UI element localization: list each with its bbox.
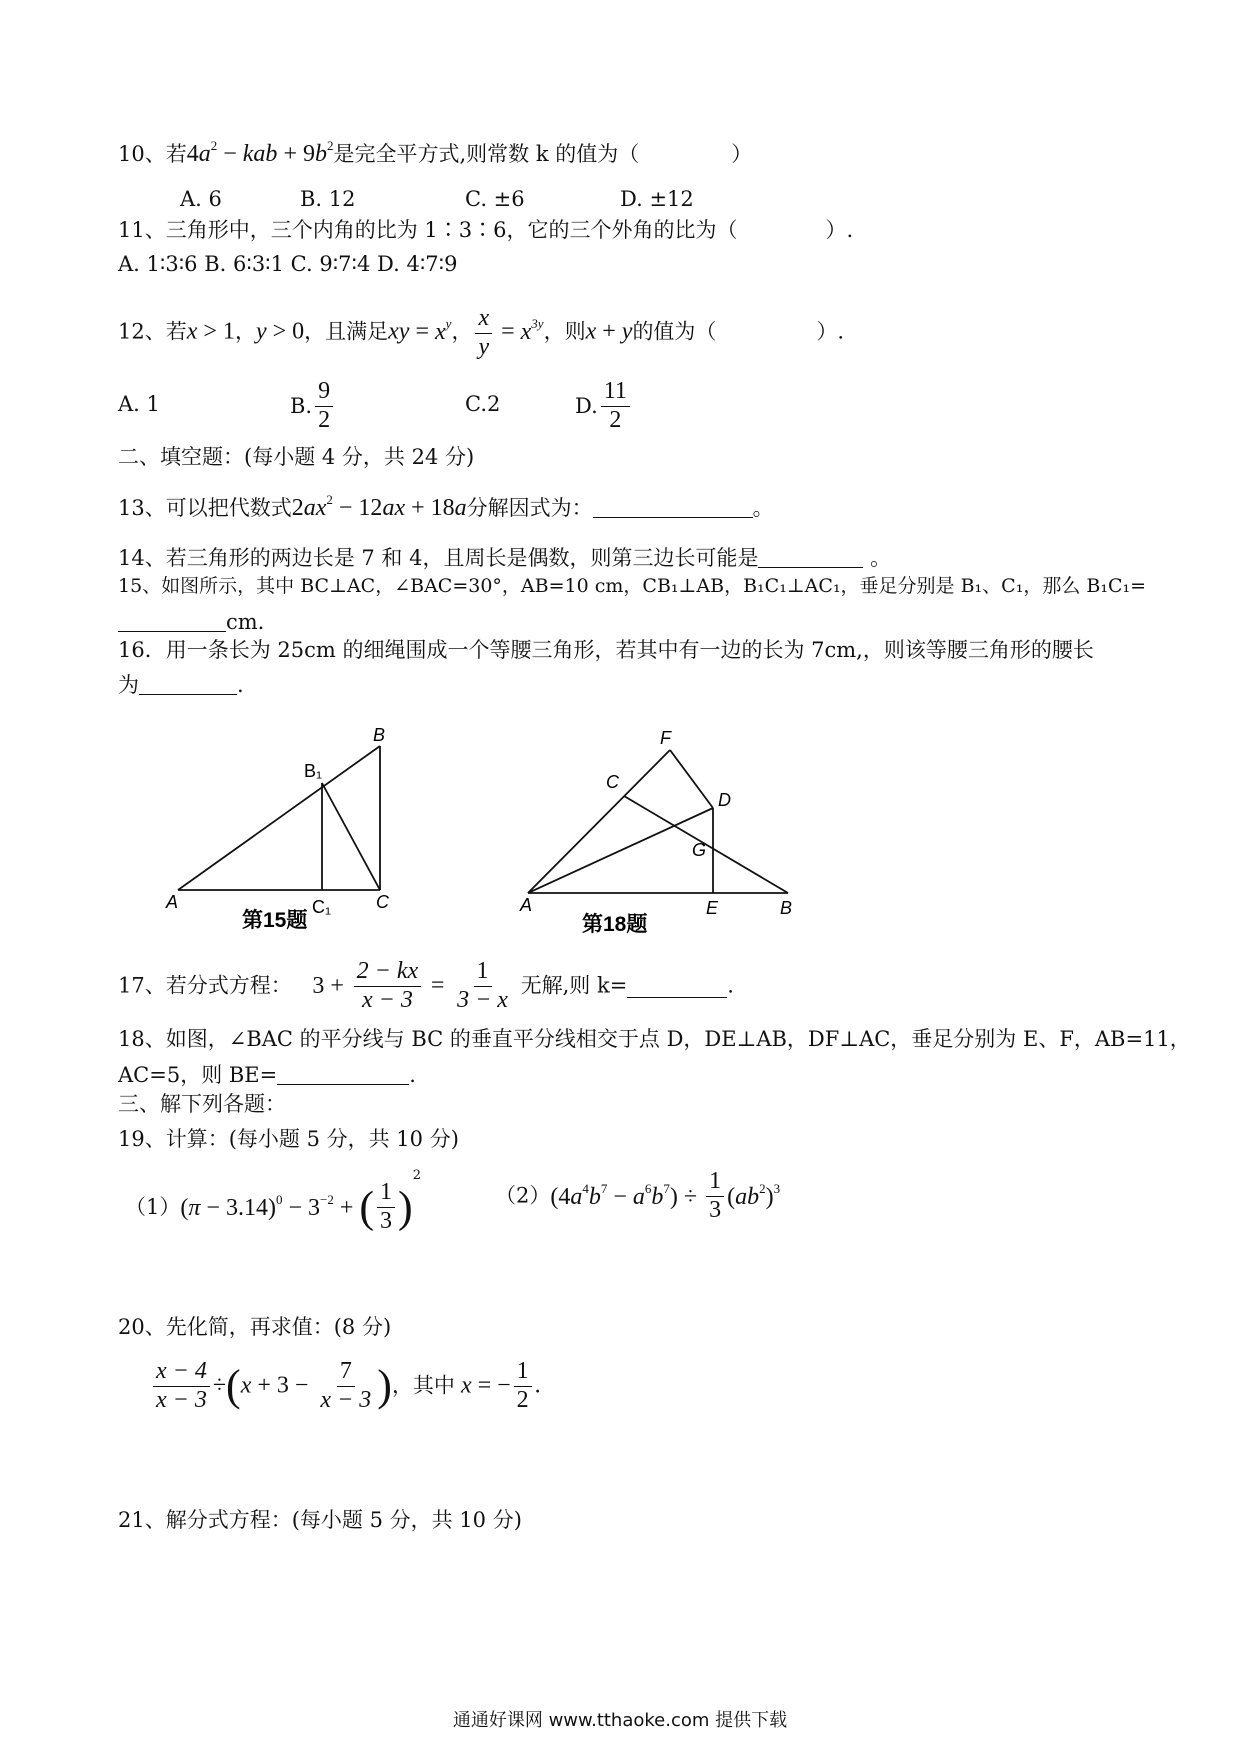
fig15-label-c1: C₁ [312, 897, 332, 917]
question-19: 19、计算：(每小题 5 分，共 10 分) [118, 1127, 459, 1151]
question-15-line2: cm. [118, 609, 264, 635]
question-15: 15、如图所示，其中 BC⊥AC，∠BAC=30°，AB=10 cm，CB₁⊥AB，B₁C₁⊥AC₁，垂足分别是 B₁、C₁，那么 B₁C₁= [118, 575, 1147, 597]
figure-18 [510, 728, 810, 938]
fig18-label-b: B [780, 898, 793, 918]
q20-expression: $\frac{x - 4}{x - 3}$ ÷(x + 3 − $\frac{7}{x - 3}$ )，其中 x = − $\frac{1}{2}$ . [150, 1358, 541, 1414]
q10-option-a: A. 6 [180, 187, 222, 211]
fig18-label-f: F [660, 728, 671, 748]
question-11: 11、三角形中，三个内角的比为 1∶3∶6，它的三个外角的比为（ ）. [118, 218, 854, 242]
q19-part-2: $(2)(4a^4b^7 - a^6b^7)$ ÷ $\frac{1}{3}$ $(ab^2)^3$ [495, 1168, 781, 1223]
question-13: 13、可以把代数式$2ax^2 - 12ax + 18a$分解因式为： 。 [118, 492, 774, 521]
question-20: 20、先化简，再求值：(8 分) [118, 1315, 392, 1339]
fig15-label-a: A [166, 892, 179, 912]
fig18-label-g: G [692, 840, 707, 860]
fig15-caption: 第15题 [242, 909, 308, 930]
section-2-heading: 二、填空题：(每小题 4 分，共 24 分) [118, 445, 475, 469]
question-21: 21、解分式方程：(每小题 5 分，共 10 分) [118, 1508, 522, 1532]
fig18-label-a: A [520, 895, 533, 915]
fig15-label-b: B [373, 725, 386, 745]
figure-15 [160, 725, 400, 930]
q17-answer-blank[interactable] [627, 975, 727, 998]
q10-expression: $4a^2$ − kab + $9b^2$ [186, 138, 334, 167]
q10-option-d: D. ±12 [620, 187, 694, 211]
q12-option-c: C.2 [465, 392, 501, 416]
question-18-line2: AC=5，则 BE= . [118, 1063, 416, 1087]
question-16: 16．用一条长为 25cm 的细绳围成一个等腰三角形，若其中有一边的长为 7cm,，则该等腰三角形的腰长 [118, 638, 1094, 662]
q18-answer-blank[interactable] [277, 1062, 409, 1085]
question-17: 17、若分式方程： 3 + $\frac{2 - kx}{x - 3}$ = $\frac{1}{3 - x}$ 无解,则 k= . [118, 958, 734, 1013]
fig18-label-d: D [718, 790, 731, 810]
q12-option-d: D. $\frac{11}{2}$ [575, 378, 633, 434]
section-3-heading: 三、解下列各题： [118, 1092, 286, 1116]
fig15-label-c: C [376, 892, 389, 912]
q14-answer-blank[interactable] [758, 545, 863, 568]
question-10: 10、若$4a^2$ − kab + $9b^2$是完全平方式,则常数 k 的值为（ ） [118, 138, 753, 167]
question-16-line2: 为 . [118, 673, 244, 697]
fig18-label-e: E [706, 898, 719, 918]
q19-part-1: $(1)(\pi - 3.14)^0 - 3^{-2}$ + ( $\frac{1}{3}$ )$^2$ [125, 1168, 421, 1234]
fig18-label-c: C [606, 772, 619, 792]
q15-answer-blank[interactable] [118, 609, 226, 632]
question-14: 14、若三角形的两边长是 7 和 4，且周长是偶数，则第三边长可能是 。 [118, 546, 892, 570]
question-12: 12、若x > 1，y > 0，且满足xy = $x^y$， $\frac{x}{y}$ = $x^{3y}$，则x + y的值为（ ）. [118, 305, 845, 360]
q13-answer-blank[interactable] [593, 495, 753, 518]
q11-options: A. 1∶3∶6 B. 6∶3∶1 C. 9∶7∶4 D. 4∶7∶9 [118, 252, 458, 276]
fig15-label-b1: B₁ [304, 761, 323, 781]
q12-option-a: A. 1 [118, 392, 160, 416]
page-footer: 通通好课网 www.tthaoke.com 提供下载 [452, 1710, 788, 1731]
q12-option-b: B. $\frac{9}{2}$ [290, 378, 336, 434]
fig18-caption: 第18题 [582, 913, 648, 936]
q10-option-c: C. ±6 [465, 187, 525, 211]
question-18: 18、如图，∠BAC 的平分线与 BC 的垂直平分线相交于点 D，DE⊥AB，DF⊥AC，垂足分别为 E、F，AB=11， [118, 1027, 1191, 1051]
q16-answer-blank[interactable] [139, 672, 237, 695]
q10-option-b: B. 12 [300, 187, 356, 211]
